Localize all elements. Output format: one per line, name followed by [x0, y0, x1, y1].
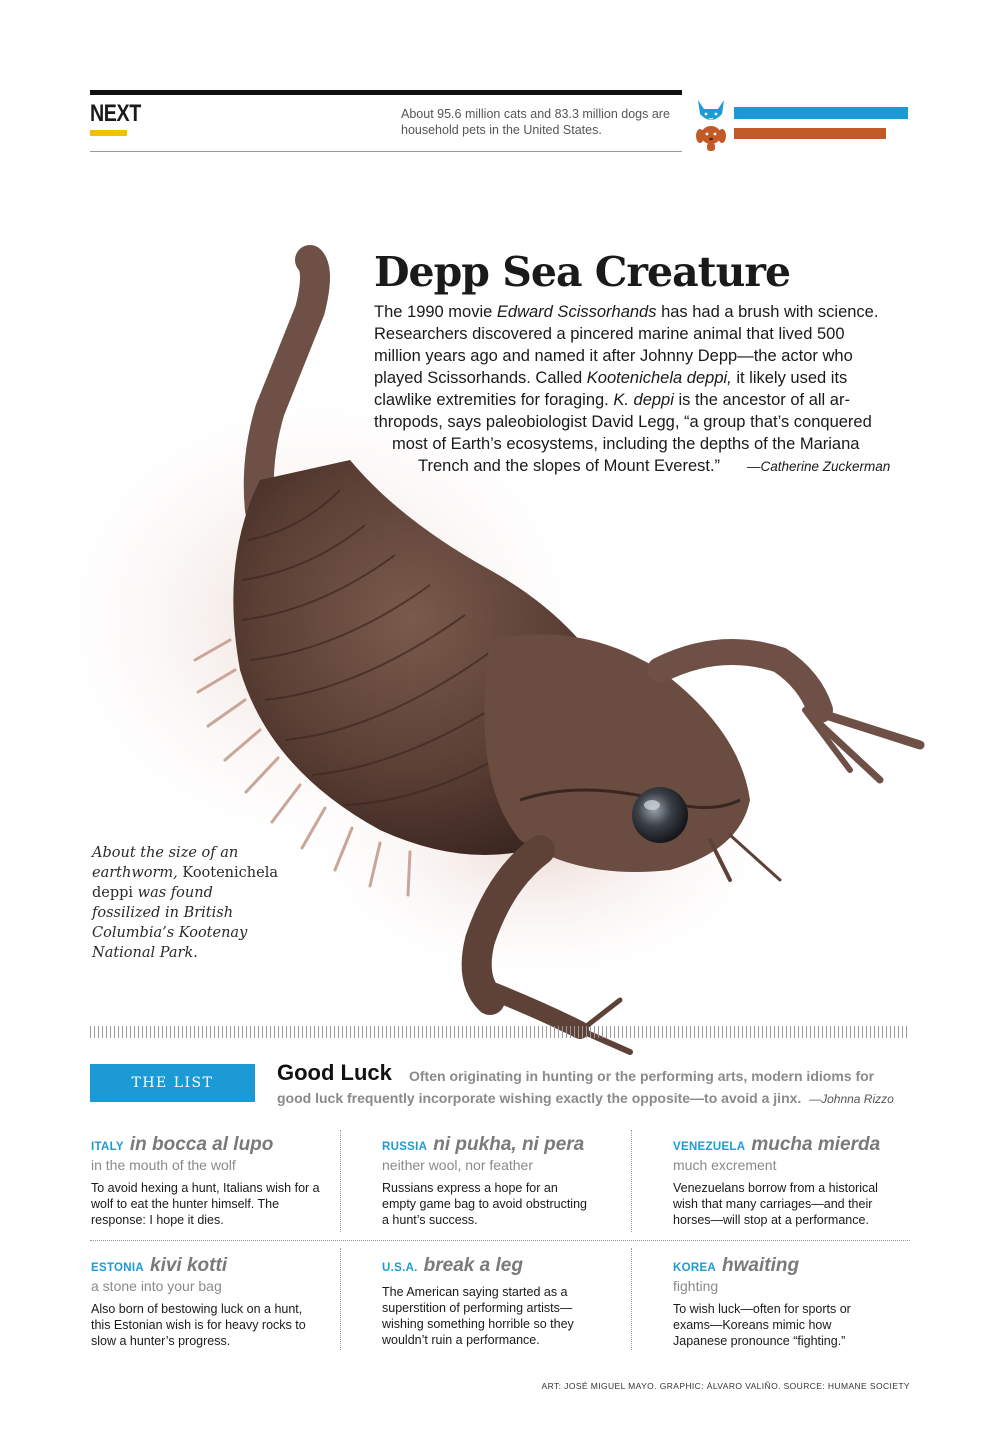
idiom-translation: in the mouth of the wolf: [91, 1157, 236, 1173]
story-line: played Scissorhands. Called Kootenichela deppi, it likely used its: [374, 369, 848, 387]
dog-count-bar: [734, 128, 886, 139]
row-divider: [90, 1240, 910, 1241]
idiom-translation: a stone into your bag: [91, 1278, 222, 1294]
idiom-phrase: in bocca al lupo: [129, 1134, 274, 1155]
list-title: Good Luck: [277, 1060, 392, 1085]
idiom-country: ITALY: [91, 1141, 124, 1153]
idiom-translation: neither wool, nor feather: [382, 1157, 533, 1173]
idiom-translation: much excrement: [673, 1157, 777, 1173]
list-badge: THE LIST: [90, 1064, 255, 1102]
header-bottom-rule: [90, 151, 682, 152]
story-line: million years ago and named it after Johnny Depp—the actor who: [374, 347, 853, 365]
column-divider: [340, 1248, 341, 1350]
column-divider: [631, 1130, 632, 1232]
idiom-explanation: Also born of bestowing luck on a hunt, this Estonian wish is for heavy rocks to slow a hunter’s progress.: [91, 1302, 306, 1348]
page-credits: ART: JOSÉ MIGUEL MAYO. GRAPHIC: ÁLVARO VALIÑO. SOURCE: HUMANE SOCIETY: [541, 1381, 910, 1391]
story-byline: —Catherine Zuckerman: [747, 459, 891, 474]
idiom-entry: [91, 1255, 306, 1349]
idiom-explanation: Venezuelans borrow from a historical wish that many carriages—and their horses—will stop at a performance.: [673, 1181, 878, 1227]
idiom-country: VENEZUELA: [673, 1141, 746, 1153]
idiom-phrase: break a leg: [423, 1255, 523, 1276]
pet-statistic: About 95.6 million cats and 83.3 million dogs are household pets in the United States.: [401, 107, 670, 137]
idiom-entry: [382, 1255, 597, 1348]
cat-count-bar: [734, 107, 908, 119]
idiom-phrase: kivi kotti: [150, 1255, 228, 1276]
column-divider: [631, 1248, 632, 1350]
list-intro: Often originating in hunting or the performing arts, modern idioms for: [409, 1068, 875, 1084]
column-divider: [340, 1130, 341, 1232]
idiom-explanation: Russians express a hope for an empty game bag to avoid obstructing a hunt’s success.: [382, 1181, 587, 1227]
dog-face-icon: [692, 121, 730, 157]
section-label-underline: [90, 130, 127, 136]
idiom-translation: fighting: [673, 1278, 719, 1294]
list-intro: good luck frequently incorporate wishing exactly the opposite—to avoid a jinx. —Johnna Rizzo: [277, 1090, 894, 1106]
story-line: Trench and the slopes of Mount Everest.”: [418, 457, 721, 475]
header-top-rule: [90, 90, 682, 95]
idiom-entry: [673, 1134, 903, 1228]
idiom-explanation: The American saying started as a superstition of performing artists—wishing something horrible so they wouldn’t ruin a performance.: [382, 1285, 574, 1347]
idiom-country: KOREA: [673, 1262, 717, 1274]
story-line: thropods, says paleobiologist David Legg, “a group that’s conquered: [374, 413, 872, 431]
illustration-caption: About the size of an earthworm, Kootenichela deppi was found fossilized in British Columbia’s Kootenay National Park.: [92, 845, 278, 961]
section-tick-rule: [90, 1026, 910, 1038]
idiom-entry: [91, 1134, 331, 1228]
idiom-country: ESTONIA: [91, 1262, 145, 1274]
section-label: NEXT: [90, 100, 141, 127]
idiom-country: U.S.A.: [382, 1262, 418, 1274]
story-line: Researchers discovered a pincered marine animal that lived 500: [374, 325, 845, 343]
idiom-phrase: ni pukha, ni pera: [433, 1134, 585, 1155]
story-line: clawlike extremities for foraging. K. deppi is the ancestor of all ar-: [374, 391, 850, 409]
idiom-entry: [382, 1134, 592, 1228]
idiom-entry: [673, 1255, 873, 1349]
idiom-phrase: mucha mierda: [751, 1134, 881, 1155]
idiom-phrase: hwaiting: [722, 1255, 800, 1276]
idiom-country: RUSSIA: [382, 1141, 428, 1153]
feature-headline: Depp Sea Creature: [374, 248, 791, 296]
story-line: most of Earth’s ecosystems, including the depths of the Mariana: [392, 435, 860, 453]
idiom-explanation: To avoid hexing a hunt, Italians wish for a wolf to eat the hunter himself. The response: I hope it dies.: [91, 1181, 320, 1227]
story-line: The 1990 movie Edward Scissorhands has had a brush with science.: [374, 303, 879, 321]
idiom-explanation: To wish luck—often for sports or exams—Koreans mimic how Japanese pronounce “fighting.”: [673, 1302, 851, 1348]
